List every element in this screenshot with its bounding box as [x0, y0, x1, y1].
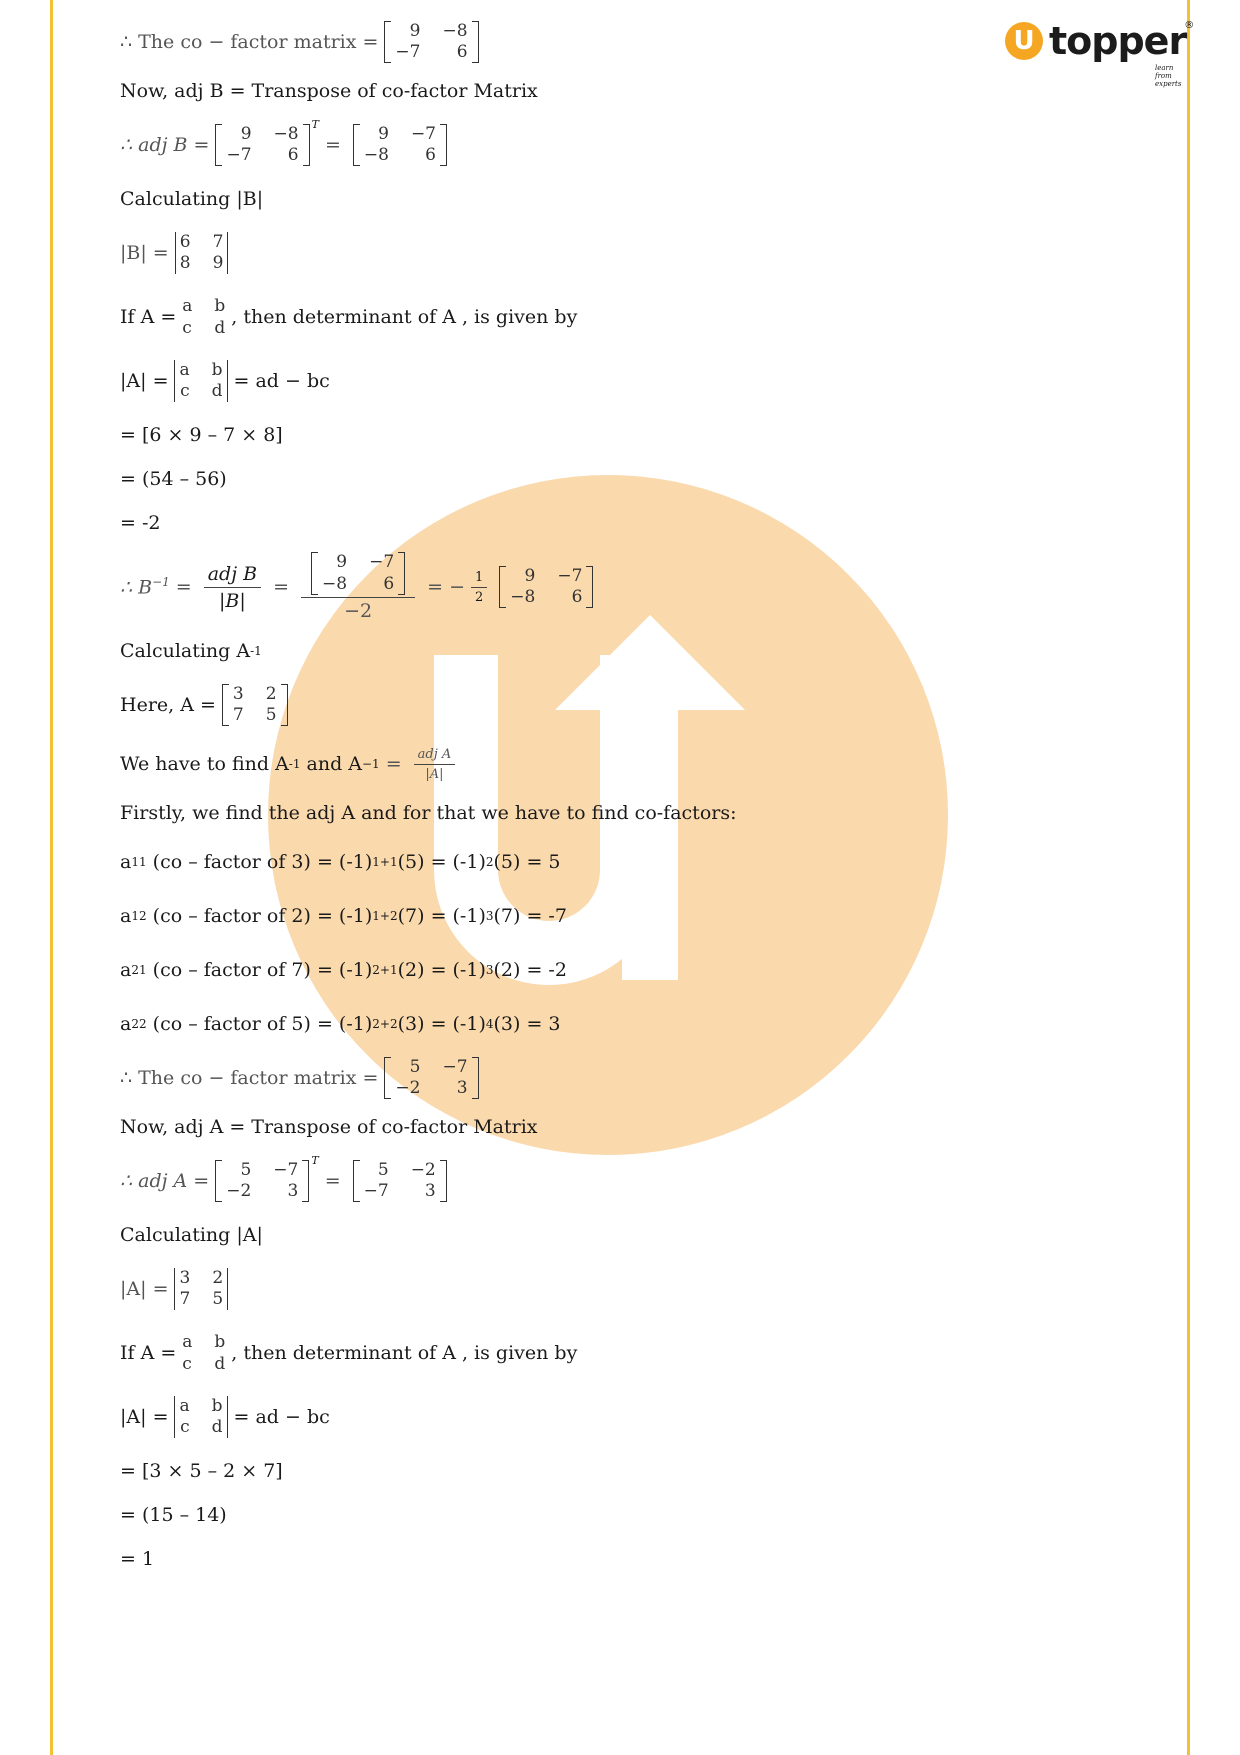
- b-step-3: = -2: [120, 512, 161, 534]
- b-step-1: = [6 × 9 – 7 × 8]: [120, 424, 283, 446]
- matrix: 9 −8 −7 6: [215, 124, 309, 167]
- calc-a-inverse-heading: Calculating A -1: [120, 640, 262, 662]
- fraction: $\frac{\text{adj B}}{|B|}$: [204, 563, 261, 612]
- plain-grid: a b c d: [182, 295, 226, 338]
- cofactor-a22: a 22 (co – factor of 5) = (-1) 2+2 (3) = (-1) 4 (3) = 3: [120, 1013, 561, 1035]
- a-step-2: = (15 – 14): [120, 1504, 227, 1526]
- solution-content: [120, 20, 980, 1586]
- matrix: 3 2 7 5: [222, 684, 288, 727]
- plain-grid: a b c d: [182, 1331, 226, 1374]
- cofactor-a12: a 12 (co – factor of 2) = (-1) 1+2 (7) = (-1) 3 (7) = -7: [120, 905, 567, 927]
- det-a-general-2: |A| = a b c d = ad − bc: [120, 1395, 330, 1437]
- page-border-right: [1187, 0, 1190, 1755]
- here-a-line: Here, A = 3 2 7 5: [120, 678, 980, 732]
- if-a-line-2: If A = a b c d , then determinant of A , is given by: [120, 1331, 578, 1374]
- calc-a-heading: Calculating |A|: [120, 1224, 263, 1246]
- a-step-1: = [3 × 5 – 2 × 7]: [120, 1460, 283, 1482]
- det-b-line: |B| = 6 7 8 9: [120, 226, 980, 280]
- determinant: a b c d: [174, 360, 227, 403]
- text: ∴ The co − factor matrix =: [120, 31, 379, 53]
- if-a-line-1: If A = a b c d , then determinant of A , is given by: [120, 295, 578, 338]
- firstly-line: Firstly, we find the adj A and for that we have to find co-factors:: [120, 802, 737, 824]
- adj-b-definition: Now, adj B = Transpose of co-factor Matrix: [120, 80, 538, 102]
- b-step-2: = (54 – 56): [120, 468, 227, 490]
- logo-registered: ®: [1184, 20, 1195, 31]
- adj-a-line: ∴ adj A = 5 −7 −2 3 T = 5 −2 −7 3: [120, 1154, 980, 1208]
- b-inverse-line: ∴ $B^{-1}$ = $\frac{\text{adj B}}{|B|}$ = 9 −7 −8 6 −2 = − $\frac{1}{2}$ 9 −7 −8 6: [120, 550, 980, 624]
- cofactor-a11: a 11 (co – factor of 3) = (-1) 1+1 (5) = (-1) 2 (5) = 5: [120, 851, 561, 873]
- adj-a-definition: Now, adj A = Transpose of co-factor Matrix: [120, 1116, 538, 1138]
- determinant: 6 7 8 9: [175, 232, 229, 275]
- a-step-3: = 1: [120, 1548, 155, 1570]
- fraction: $\frac{1}{2}$: [471, 570, 487, 605]
- calc-b-heading: Calculating |B|: [120, 188, 264, 210]
- fraction: $\frac{\text{adj A}}{|A|}$: [414, 747, 456, 782]
- logo-tagline: learn from experts: [1155, 64, 1182, 88]
- determinant: a b c d: [174, 1396, 227, 1439]
- matrix: 5 −2 −7 3: [353, 1160, 447, 1203]
- page-border-left: [50, 0, 53, 1755]
- find-a-inverse-line: We have to find A -1 and A −1 = $\frac{\text{adj A}}{|A|}$: [120, 742, 980, 786]
- det-a-general-1: |A| = a b c d = ad − bc: [120, 359, 330, 401]
- brand-logo: [1005, 19, 1195, 88]
- logo-badge-icon: U: [1005, 22, 1043, 60]
- logo-text: topper: [1049, 19, 1187, 63]
- matrix: 5 −7 −2 3: [384, 1057, 478, 1100]
- det-a-line: |A| = 3 2 7 5: [120, 1262, 980, 1316]
- matrix: 9 −8 −7 6: [384, 21, 478, 64]
- determinant: 3 2 7 5: [174, 1268, 228, 1311]
- adj-b-line: ∴ adj B = 9 −8 −7 6 T = 9 −7 −8 6: [120, 118, 980, 172]
- cofactor-matrix-a-line: ∴ The co − factor matrix = 5 −7 −2 3: [120, 1056, 980, 1100]
- matrix: 5 −7 −2 3: [215, 1160, 309, 1203]
- fraction: 9 −7 −8 6 −2: [301, 552, 415, 622]
- matrix: 9 −7 −8 6: [353, 124, 447, 167]
- matrix: 9 −7 −8 6: [499, 566, 593, 609]
- cofactor-matrix-b-line: [120, 20, 980, 64]
- cofactor-a21: a 21 (co – factor of 7) = (-1) 2+1 (2) = (-1) 3 (2) = -2: [120, 959, 567, 981]
